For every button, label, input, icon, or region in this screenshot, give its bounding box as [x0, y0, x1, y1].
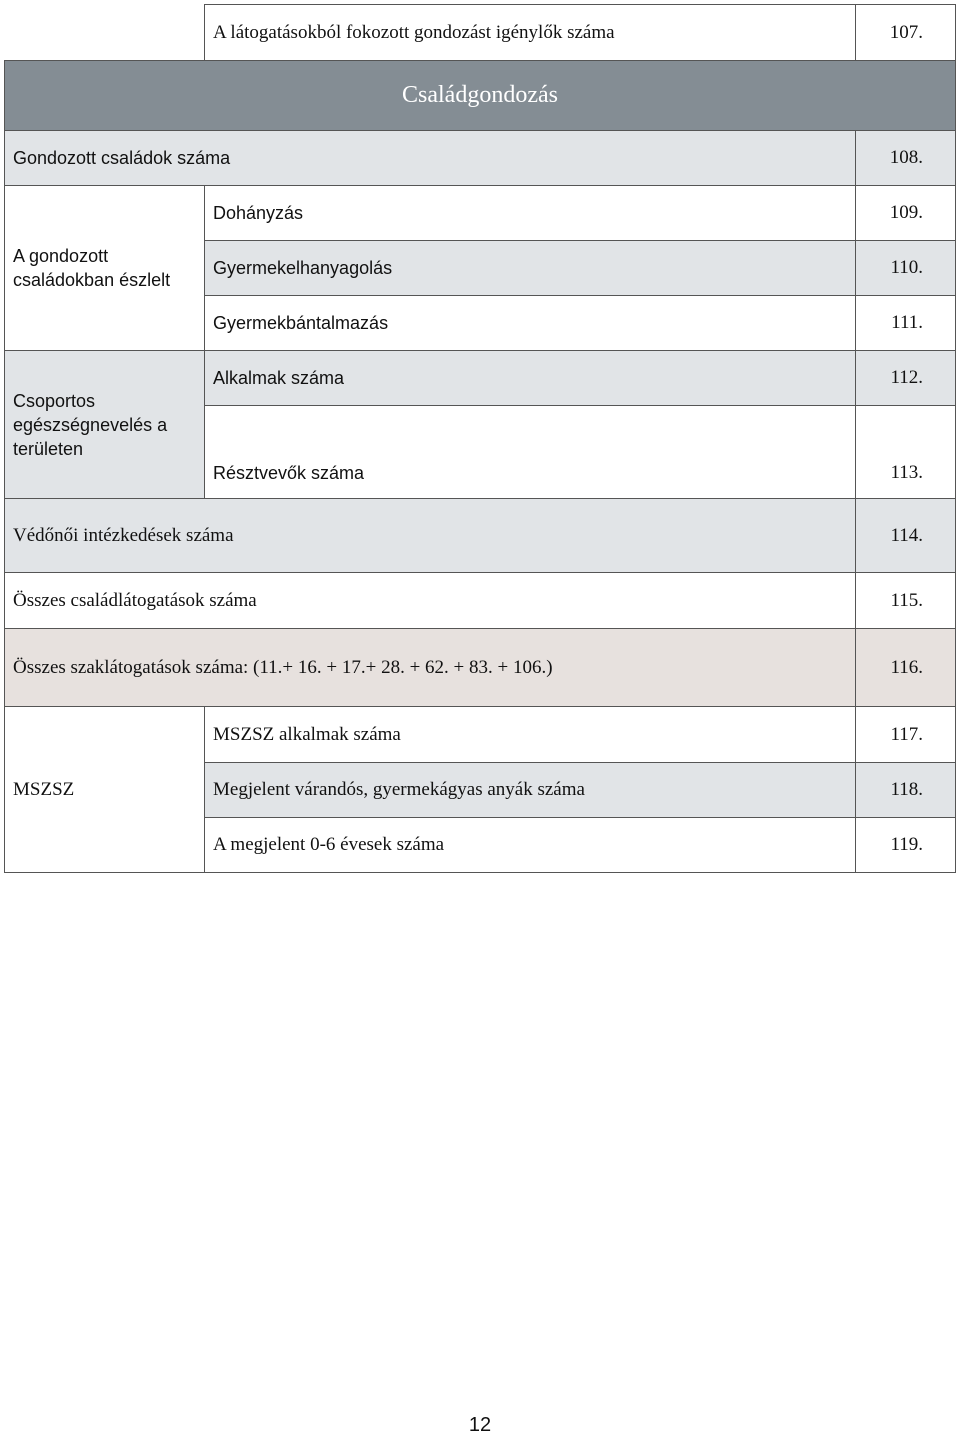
row-110-number: 110.: [856, 241, 956, 296]
row-119-label: A megjelent 0-6 évesek száma: [205, 818, 856, 873]
row-109-number: 109.: [856, 186, 956, 241]
row-116-label: Összes szaklátogatások száma: (11.+ 16. + 17.+ 28. + 62. + 83. + 106.): [5, 629, 856, 707]
row-118-label: Megjelent várandós, gyermekágyas anyák száma: [205, 763, 856, 818]
row-108-label: Gondozott családok száma: [5, 131, 856, 186]
row-119-number: 119.: [856, 818, 956, 873]
page-number: 12: [468, 1414, 492, 1436]
row-117-number: 117.: [856, 707, 956, 763]
row-114-number: 114.: [856, 499, 956, 573]
row-115-number: 115.: [856, 573, 956, 629]
row-111-label: Gyermekbántalmazás: [205, 296, 856, 351]
row-114-label: Védőnői intézkedések száma: [5, 499, 856, 573]
row-107-number: 107.: [856, 5, 956, 61]
section-title: Családgondozás: [5, 61, 956, 131]
row-107-label: A látogatásokból fokozott gondozást igénylők száma: [205, 5, 856, 61]
group-mszsz: MSZSZ: [5, 707, 205, 873]
row-118-number: 118.: [856, 763, 956, 818]
empty-cell: [5, 5, 205, 61]
row-111-number: 111.: [856, 296, 956, 351]
row-117-label: MSZSZ alkalmak száma: [205, 707, 856, 763]
row-115-label: Összes családlátogatások száma: [5, 573, 856, 629]
statistics-table: [4, 4, 956, 873]
row-110-label: Gyermekelhanyagolás: [205, 241, 856, 296]
row-113-label: Résztvevők száma: [205, 406, 856, 499]
row-112-number: 112.: [856, 351, 956, 406]
row-109-label: Dohányzás: [205, 186, 856, 241]
row-108-number: 108.: [856, 131, 956, 186]
row-116-number: 116.: [856, 629, 956, 707]
group-families-observed: A gondozott családokban észlelt: [5, 186, 205, 351]
row-112-label: Alkalmak száma: [205, 351, 856, 406]
group-health-education: Csoportos egészségnevelés a területen: [5, 351, 205, 499]
row-113-number: 113.: [856, 406, 956, 499]
